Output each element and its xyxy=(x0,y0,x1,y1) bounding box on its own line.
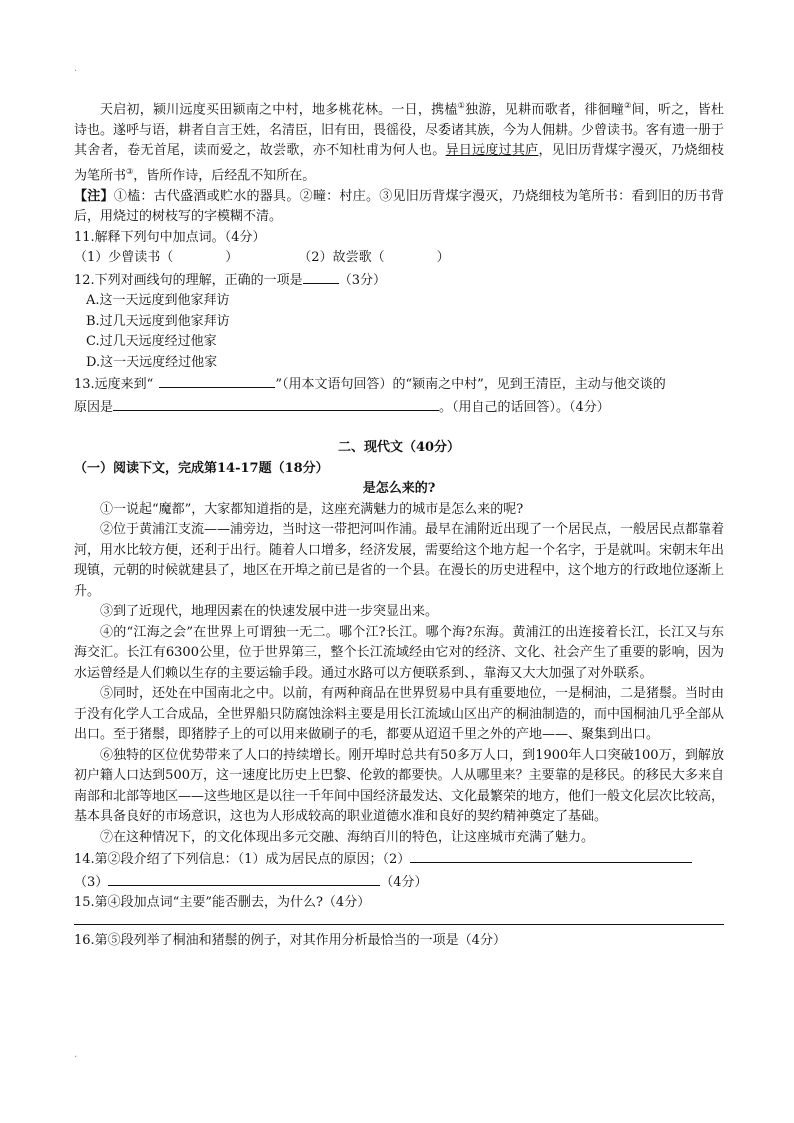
article-paragraph: ⑤同时，还处在中国南北之中。以前，有两种商品在世界贸易中具有重要地位，一是桐油，二是猪鬃。当时由于没有化学人工合成品，全世界船只防腐蚀涂料主要是用长江流域山区出产的桐油制造的，而中国桐油几乎全部从出口。至于猪鬃，即猪脖子上的可以用来做刷子的毛，都要从迢迢千里之外的产地——、聚集到出口。 xyxy=(74,686,725,743)
answer-blank[interactable] xyxy=(108,871,380,886)
question-15: 15.第④段加点词“主要”能否删去，为什么?（4分） xyxy=(74,895,371,911)
question-14: 14.第②段介绍了下列信息：（1）成为居民点的原因；（2） xyxy=(74,848,724,871)
document-body xyxy=(74,96,724,951)
question-12-option-d: D.这一天远度经过他家 xyxy=(86,354,218,370)
header-mark: . xyxy=(74,63,78,74)
question-12-option-b: B.过几天远度到他家拜访 xyxy=(86,313,230,329)
answer-blank[interactable] xyxy=(303,269,339,284)
question-11: 11.解释下列句中加点词。（4分） xyxy=(74,229,266,245)
article-paragraph: ②位于黄浦江支流——浦旁边，当时这一带把河叫作浦。最早在浦附近出现了一个居民点，一般居民点都靠着河，用水比较方便，还利于出行。随着人口增多，经济发展，需要给这个地方起一个名字，于是就叫。宋朝末年出现镇，元朝的时候就建县了，地区在开埠之前已是省的一个县。在漫长的历史进程中，这个地方的行政地位逐渐上升。 xyxy=(74,522,725,599)
classical-passage: 天启初，颍川远度买田颍南之中村，地多桃花林。一日，携榼①独游，见耕而歌者，徘徊疃②间，听之，皆杜诗也。遂呼与语，耕者自言王姓，名清臣，旧有田，畏徭役，尽委诸其族，今为人佣耕。少曾读书。客有遗一册于其舍者，卷无首尾，读而爱之，故尝歌，亦不知杜甫为何人也。异日远度过其庐，见旧历背煤字漫灭，乃烧细枝为笔所书③，皆所作诗，后经乱不知所在。 xyxy=(74,101,725,184)
question-12: 12.下列对画线句的理解，正确的一项是 （3分） xyxy=(74,269,724,292)
article-paragraph: ⑥独特的区位优势带来了人口的持续增长。刚开埠时总共有50多万人口，到1900年人口突破100万，到解放初户籍人口达到500万，这一速度比历史上巴黎、伦敦的都要快。人从哪里来？主要靠的是移民。的移民大多来自南部和北部等地区——这些地区是以往一千年间中国经济最发达、文化最繁荣的地方，他们一般文化层次比较高，基本具备良好的市场意识，这也为人形成较高的职业道德水准和良好的契约精神奠定了基础。 xyxy=(74,747,725,825)
footnote: 【注】①榼：古代盛酒或贮水的器具。②疃：村庄。③见旧历背煤字漫灭，乃烧细枝为笔所书：看到旧的历书背后，用烧过的树枝写的字模糊不清。 xyxy=(74,188,724,225)
section-title: 二、现代文（40分） xyxy=(337,440,461,456)
answer-blank[interactable] xyxy=(159,373,275,388)
answer-blank[interactable] xyxy=(410,848,692,863)
article-paragraph: ①一说起“魔都”，大家都知道指的是，这座充满魅力的城市是怎么来的呢? xyxy=(100,501,524,517)
article-paragraph: ③到了近现代，地理因素在的快速发展中进一步突显出来。 xyxy=(100,604,439,620)
question-11-items: （1）少曾读书（ ） （2）故尝歌（ ） xyxy=(74,250,450,266)
question-16: 16.第⑤段列举了桐油和猪鬃的例子，对其作用分析最恰当的一项是（4分） xyxy=(74,932,506,948)
question-12-option-c: C.过几天远度经过他家 xyxy=(86,334,217,350)
article-paragraph: ④的“江海之会”在世界上可谓独一无二。哪个江?长江。哪个海?东海。黄浦江的出连接着长江，长江又与东海交汇。长江有6300公里，位于世界第三，整个长江流域经由它对的经济、文化、社会产生了重要的影响，因为水运曾经是人们赖以生存的主要运输手段。通过水路可以方便联系到、，靠海又大大加强了对外联系。 xyxy=(74,624,724,681)
footer-mark: . xyxy=(74,1049,78,1060)
answer-line[interactable] xyxy=(74,914,724,925)
question-13: 13.远度来到“ ”（用本文语句回答）的“颍南之中村”，见到王清臣，主动与他交谈的 xyxy=(74,373,724,396)
section-subtitle: （一）阅读下文，完成第14-17题（18分） xyxy=(74,460,329,476)
underlined-sentence: 异日远度过其庐 xyxy=(445,143,539,159)
question-13-cont: 原因是 。（用自己的话回答）。（4分） xyxy=(74,396,724,419)
article-paragraph: ⑦在这种情况下，的文化体现出多元交融、海纳百川的特色，让这座城市充满了魅力。 xyxy=(100,829,595,845)
answer-blank[interactable] xyxy=(113,396,439,411)
question-14-cont: （3） （4分） xyxy=(74,871,724,894)
article-title: 是怎么来的? xyxy=(362,481,436,497)
question-12-option-a: A.这一天远度到他家拜访 xyxy=(86,293,230,309)
